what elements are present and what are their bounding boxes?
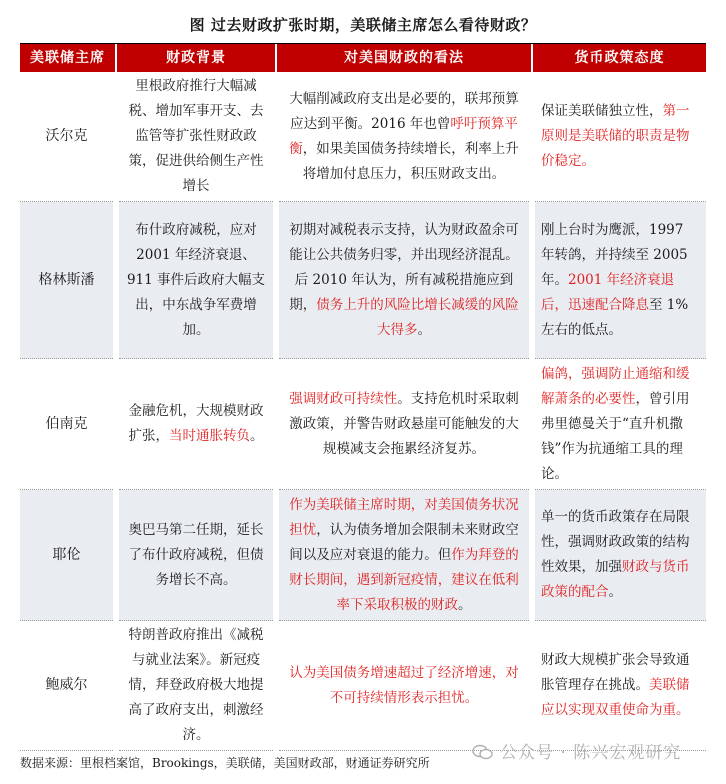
- watermark-text: 公众号 · 陈兴宏观研究: [500, 743, 682, 763]
- highlighted-text: 作为拜登的财长期间，遇到新冠疫情，建议在低利率下采取积极的财政: [289, 546, 519, 613]
- cell-text: ，如果美国债务持续增长，利率上升将增加付息压力，积压财政支出。: [302, 140, 519, 182]
- cell-text: 财政大规模扩张会导致通胀管理存在挑战。: [541, 652, 690, 693]
- highlighted-text: 呼吁预算平衡: [289, 115, 518, 157]
- monetary-policy-cell: [532, 359, 706, 490]
- source-note: 数据来源：里根档案馆，Brookings，美联储，美国财政部，财通证券研究所: [20, 756, 430, 770]
- column-header-background: 财政背景: [116, 44, 276, 72]
- cell-text: 金融危机，大规模财政扩张，: [128, 403, 264, 444]
- chair-name: 伯南克: [20, 359, 116, 490]
- highlighted-text: 财政与货币政策的配合: [541, 559, 690, 600]
- cell-text: 。: [417, 321, 431, 338]
- chair-name: 鲍威尔: [20, 621, 116, 751]
- highlighted-text: 债务上升的风险比增长减缓的风险大得多: [316, 296, 519, 338]
- chair-name: 格林斯潘: [20, 202, 116, 359]
- cell-text: 特朗普政府推出《减税与就业法案》。新冠疫情，拜登政府极大地提高了政府支出，刺激经济。: [128, 627, 264, 743]
- cell-text: 初期对减税表示支持，认为财政盈余可能让公共债务归零，并出现经济混乱。后 2010 年认为，所有减税措施应到期，: [289, 221, 519, 313]
- fiscal-background-cell: [116, 72, 276, 202]
- cell-text: 刚上台时为鹰派，1997 年转鸽，并持续至 2005 年。: [541, 221, 688, 288]
- fiscal-view-cell: [276, 359, 532, 490]
- chair-name: 耶伦: [20, 490, 116, 621]
- highlighted-text: 第一原则是美联储的职责是物价稳定。: [541, 103, 690, 169]
- fiscal-background-cell: [116, 359, 276, 490]
- table-row: [20, 490, 706, 621]
- cell-text: 。: [250, 428, 264, 444]
- fiscal-background-cell: [116, 490, 276, 621]
- column-header-view: 对美国财政的看法: [276, 44, 532, 72]
- table-header-row: [20, 44, 706, 72]
- monetary-policy-cell: [532, 202, 706, 359]
- page-title: 图 过去财政扩张时期，美联储主席怎么看待财政？: [189, 16, 537, 34]
- cell-text: 大幅削减政府支出是必要的，联邦预算应达到平衡。2016 年也曾: [289, 90, 519, 132]
- highlighted-text: 偏鸽，强调防止通缩和缓解萧条的必要性: [541, 365, 690, 407]
- highlighted-text: 认为美国债务增速超过了经济增速，对不可持续情形表示担忧。: [289, 664, 519, 706]
- table-row: [20, 359, 706, 490]
- column-header-policy: 货币政策态度: [532, 44, 706, 72]
- chair-name: 沃尔克: [20, 72, 116, 202]
- cell-text: ，曾引用弗里德曼关于“直升机撒钱”作为抗通缩工具的理论。: [541, 390, 690, 482]
- highlighted-text: 美联储应以实现双重使命为重。: [541, 677, 690, 718]
- fiscal-view-cell: [276, 72, 532, 202]
- highlighted-text: 强调财政可持续性: [289, 390, 398, 407]
- column-header-chair: 美联储主席: [20, 44, 116, 72]
- cell-text: 单一的货币政策存在局限性，强调财政政策的结构性效果，加强: [541, 509, 690, 575]
- cell-text: 。: [458, 596, 472, 613]
- wechat-icon: [472, 744, 494, 760]
- fiscal-view-cell: [276, 621, 532, 751]
- monetary-policy-cell: [532, 621, 706, 751]
- cell-text: 里根政府推行大幅减税、增加军事开支、去监管等扩张性财政政策，促进供给侧生产性增长: [128, 78, 264, 194]
- table-row: [20, 621, 706, 751]
- fiscal-background-cell: [116, 621, 276, 751]
- highlighted-text: 作为美联储主席时期，对美国债务状况担忧: [289, 496, 519, 538]
- cell-text: 布什政府减税，应对 2001 年经济衰退、911 事件后政府大幅支出，中东战争军费增加。: [126, 221, 266, 338]
- fed-chairs-table: [20, 44, 706, 751]
- cell-text: 保证美联储独立性，: [541, 103, 663, 119]
- fiscal-background-cell: [116, 202, 276, 359]
- cell-text: 。支持危机时采取刺激政策，并警告财政悬崖可能触发的大规模减支会拖累经济复苏。: [289, 390, 519, 457]
- highlighted-text: 当时通胀转负: [169, 428, 250, 444]
- cell-text: 奥巴马第二任期，延长了布什政府减税，但债务增长不高。: [128, 521, 264, 588]
- monetary-policy-cell: [532, 72, 706, 202]
- monetary-policy-cell: [532, 490, 706, 621]
- cell-text: 至 1%左右的低点。: [541, 296, 689, 338]
- table-row: [20, 202, 706, 359]
- cell-text: ，认为债务增加会限制未来财政空间以及应对衰退的能力。但: [289, 521, 519, 563]
- watermark: [472, 738, 681, 763]
- fiscal-view-cell: [276, 490, 532, 621]
- cell-text: 。: [608, 584, 622, 600]
- table-row: [20, 72, 706, 202]
- fiscal-view-cell: [276, 202, 532, 359]
- highlighted-text: 2001 年经济衰退后，迅速配合降息: [541, 271, 675, 313]
